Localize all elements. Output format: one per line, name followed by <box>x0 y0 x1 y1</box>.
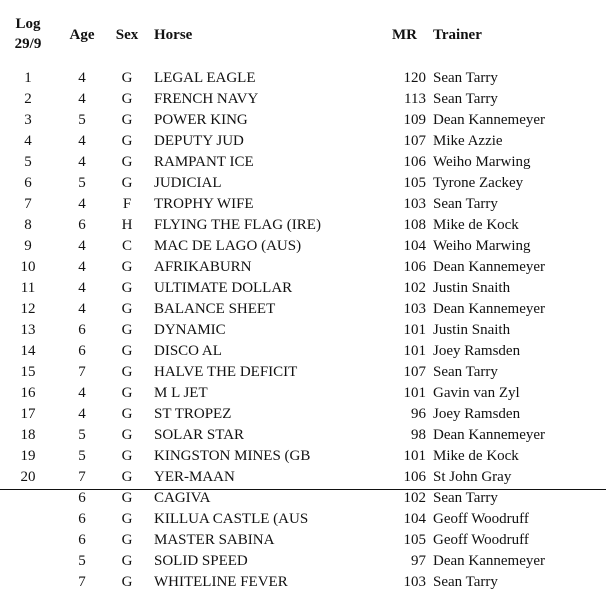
table-row <box>0 404 606 425</box>
age-cell: 4 <box>78 70 86 86</box>
age-cell: 4 <box>78 133 86 149</box>
horse-name: RAMPANT ICE <box>154 154 254 170</box>
age-cell: 6 <box>78 217 86 233</box>
header-sex: Sex <box>115 27 139 43</box>
horse-name: LEGAL EAGLE <box>154 70 256 86</box>
sex-cell: G <box>121 427 133 443</box>
header-trainer: Trainer <box>433 27 482 43</box>
header-mr: MR <box>392 27 417 43</box>
trainer-name: Sean Tarry <box>433 91 498 107</box>
trainer-name: St John Gray <box>433 469 512 485</box>
horse-name: DEPUTY JUD <box>154 133 244 149</box>
table-row <box>0 236 606 257</box>
log-cell: 17 <box>20 406 36 422</box>
horse-name: DISCO AL <box>154 343 222 359</box>
table-row <box>0 572 606 593</box>
table-row <box>0 278 606 299</box>
horse-name: POWER KING <box>154 112 248 128</box>
trainer-name: Dean Kannemeyer <box>433 553 546 569</box>
horse-name: SOLID SPEED <box>154 553 248 569</box>
mr-rating: 109 <box>403 112 426 128</box>
trainer-name: Mike Azzie <box>433 133 503 149</box>
mr-rating: 101 <box>403 322 426 338</box>
trainer-name: Sean Tarry <box>433 70 498 86</box>
sex-cell: G <box>121 574 133 590</box>
table-row <box>0 68 606 89</box>
horse-name: CAGIVA <box>154 490 211 506</box>
sex-cell: G <box>121 406 133 422</box>
sex-cell: G <box>121 553 133 569</box>
trainer-name: Dean Kannemeyer <box>433 301 546 317</box>
table-row <box>0 362 606 383</box>
sex-cell: G <box>121 469 133 485</box>
log-cell: 16 <box>20 385 36 401</box>
table-row <box>0 173 606 194</box>
mr-rating: 104 <box>403 511 426 527</box>
horse-name: JUDICIAL <box>154 175 222 191</box>
mr-rating: 102 <box>403 280 426 296</box>
age-cell: 5 <box>78 427 86 443</box>
table-row <box>0 299 606 320</box>
table-row <box>0 551 606 572</box>
log-cell: 8 <box>24 217 32 233</box>
log-cell: 3 <box>24 112 32 128</box>
age-cell: 6 <box>78 511 86 527</box>
sex-cell: G <box>121 91 133 107</box>
trainer-name: Geoff Woodruff <box>433 511 529 527</box>
sex-cell: G <box>121 280 133 296</box>
table-body <box>0 68 606 593</box>
log-cell: 15 <box>20 364 36 380</box>
sex-cell: G <box>121 70 133 86</box>
header-log-line2: 29/9 <box>14 36 42 52</box>
table-row <box>0 446 606 467</box>
table-row <box>0 425 606 446</box>
sex-cell: C <box>121 238 132 254</box>
age-cell: 5 <box>78 448 86 464</box>
table-row <box>0 383 606 404</box>
mr-rating: 98 <box>411 427 426 443</box>
horse-name: ULTIMATE DOLLAR <box>154 280 293 296</box>
sex-cell: G <box>121 301 133 317</box>
log-cell: 14 <box>20 343 36 359</box>
sex-cell: G <box>121 448 133 464</box>
age-cell: 6 <box>78 343 86 359</box>
age-cell: 4 <box>78 238 86 254</box>
log-cell: 20 <box>20 469 36 485</box>
age-cell: 4 <box>78 301 86 317</box>
mr-rating: 105 <box>403 532 426 548</box>
trainer-name: Dean Kannemeyer <box>433 259 546 275</box>
log-cell: 7 <box>24 196 32 212</box>
field-divider <box>0 489 606 490</box>
mr-rating: 105 <box>403 175 426 191</box>
log-cell: 18 <box>20 427 36 443</box>
table-row <box>0 257 606 278</box>
mr-rating: 103 <box>403 574 426 590</box>
mr-rating: 106 <box>403 259 426 275</box>
sex-cell: F <box>122 196 132 212</box>
log-cell: 5 <box>24 154 32 170</box>
age-cell: 5 <box>78 553 86 569</box>
trainer-name: Weiho Marwing <box>433 238 531 254</box>
age-cell: 6 <box>78 322 86 338</box>
trainer-name: Weiho Marwing <box>433 154 531 170</box>
sex-cell: G <box>121 112 133 128</box>
table-row <box>0 131 606 152</box>
sex-cell: G <box>121 490 133 506</box>
sex-cell: G <box>121 364 133 380</box>
mr-rating: 101 <box>403 385 426 401</box>
mr-rating: 103 <box>403 196 426 212</box>
trainer-name: Sean Tarry <box>433 364 498 380</box>
mr-rating: 101 <box>403 343 426 359</box>
horse-name: YER-MAAN <box>154 469 235 485</box>
log-cell: 12 <box>20 301 36 317</box>
mr-rating: 113 <box>404 91 426 107</box>
age-cell: 4 <box>78 91 86 107</box>
header-horse: Horse <box>154 27 193 43</box>
trainer-name: Joey Ramsden <box>433 406 521 422</box>
horse-name: TROPHY WIFE <box>154 196 254 212</box>
age-cell: 4 <box>78 406 86 422</box>
sex-cell: G <box>121 175 133 191</box>
table-row <box>0 194 606 215</box>
horse-name: KILLUA CASTLE (AUS <box>154 511 309 527</box>
mr-rating: 104 <box>403 238 426 254</box>
trainer-name: Mike de Kock <box>433 448 519 464</box>
log-cell: 4 <box>24 133 32 149</box>
horse-name: FLYING THE FLAG (IRE) <box>154 217 321 233</box>
horse-name: SOLAR STAR <box>154 427 245 443</box>
header-log <box>0 14 56 54</box>
mr-rating: 96 <box>411 406 426 422</box>
horse-name: M L JET <box>154 385 208 401</box>
trainer-name: Sean Tarry <box>433 490 498 506</box>
trainer-name: Tyrone Zackey <box>433 175 524 191</box>
log-cell: 11 <box>20 280 36 296</box>
mr-rating: 102 <box>403 490 426 506</box>
age-cell: 7 <box>78 469 86 485</box>
trainer-name: Justin Snaith <box>433 280 511 296</box>
log-cell: 6 <box>24 175 32 191</box>
horse-name: BALANCE SHEET <box>154 301 276 317</box>
mr-rating: 107 <box>403 133 426 149</box>
age-cell: 5 <box>78 175 86 191</box>
table-row <box>0 488 606 509</box>
table-row <box>0 152 606 173</box>
horse-name: FRENCH NAVY <box>154 91 259 107</box>
table-row <box>0 215 606 236</box>
sex-cell: G <box>121 385 133 401</box>
trainer-name: Sean Tarry <box>433 574 498 590</box>
age-cell: 7 <box>78 574 86 590</box>
mr-rating: 108 <box>403 217 426 233</box>
sex-cell: G <box>121 259 133 275</box>
header-log-line1: Log <box>15 16 41 32</box>
sex-cell: G <box>121 322 133 338</box>
sex-cell: G <box>121 154 133 170</box>
age-cell: 4 <box>78 196 86 212</box>
age-cell: 4 <box>78 259 86 275</box>
mr-rating: 106 <box>403 469 426 485</box>
horse-name: MAC DE LAGO (AUS) <box>154 238 302 254</box>
table-row <box>0 320 606 341</box>
sex-cell: H <box>121 217 133 233</box>
log-cell: 9 <box>24 238 32 254</box>
mr-rating: 97 <box>411 553 426 569</box>
trainer-name: Dean Kannemeyer <box>433 112 546 128</box>
age-cell: 4 <box>78 280 86 296</box>
table-row <box>0 467 606 488</box>
trainer-name: Justin Snaith <box>433 322 511 338</box>
trainer-name: Geoff Woodruff <box>433 532 529 548</box>
age-cell: 6 <box>78 532 86 548</box>
age-cell: 7 <box>78 364 86 380</box>
age-cell: 6 <box>78 490 86 506</box>
table-row <box>0 341 606 362</box>
age-cell: 4 <box>78 385 86 401</box>
age-cell: 4 <box>78 154 86 170</box>
table-row <box>0 530 606 551</box>
horse-name: DYNAMIC <box>154 322 226 338</box>
horse-name: MASTER SABINA <box>154 532 275 548</box>
sex-cell: G <box>121 532 133 548</box>
table-row <box>0 110 606 131</box>
trainer-name: Joey Ramsden <box>433 343 521 359</box>
trainer-name: Mike de Kock <box>433 217 519 233</box>
sex-cell: G <box>121 133 133 149</box>
mr-rating: 120 <box>403 70 426 86</box>
sex-cell: G <box>121 511 133 527</box>
header-age: Age <box>69 27 95 43</box>
log-cell: 19 <box>20 448 36 464</box>
log-cell: 2 <box>24 91 32 107</box>
mr-rating: 107 <box>403 364 426 380</box>
log-cell: 1 <box>24 70 32 86</box>
horse-name: KINGSTON MINES (GB <box>154 448 311 464</box>
table-row <box>0 89 606 110</box>
log-cell: 10 <box>20 259 36 275</box>
trainer-name: Sean Tarry <box>433 196 498 212</box>
age-cell: 5 <box>78 112 86 128</box>
trainer-name: Dean Kannemeyer <box>433 427 546 443</box>
horse-name: ST TROPEZ <box>154 406 232 422</box>
table-row <box>0 509 606 530</box>
horse-name: HALVE THE DEFICIT <box>154 364 298 380</box>
log-cell: 13 <box>20 322 36 338</box>
mr-rating: 103 <box>403 301 426 317</box>
mr-rating: 101 <box>403 448 426 464</box>
trainer-name: Gavin van Zyl <box>433 385 520 401</box>
sex-cell: G <box>121 343 133 359</box>
mr-rating: 106 <box>403 154 426 170</box>
horse-name: WHITELINE FEVER <box>154 574 288 590</box>
horse-name: AFRIKABURN <box>154 259 252 275</box>
